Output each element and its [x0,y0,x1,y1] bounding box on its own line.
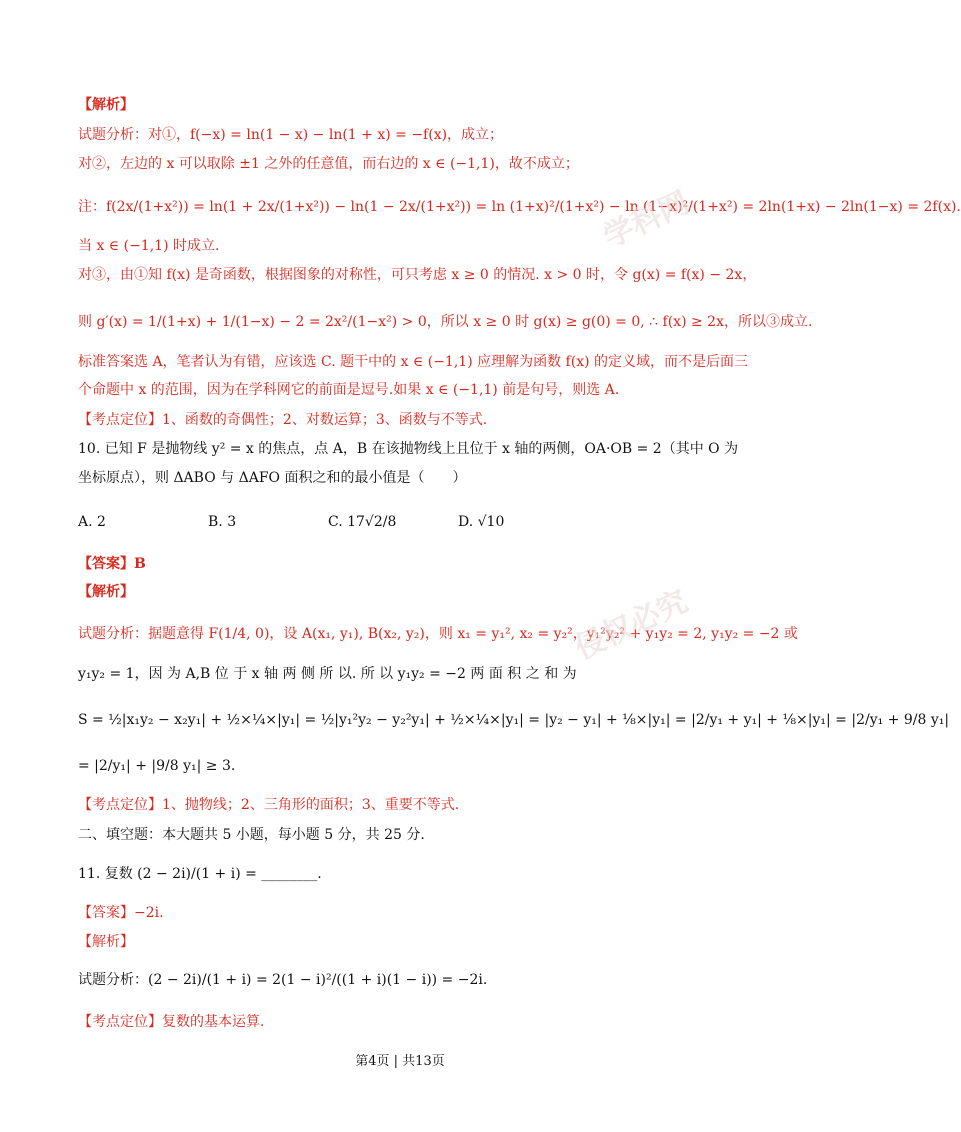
text-line: = |2/y₁| + |9/8 y₁| ≥ 3. [78,758,236,774]
text-line: 试题分析：(2 − 2i)/(1 + i) = 2(1 − i)²/((1 + i)(1 − i)) = −2i. [78,972,488,988]
answer-options [78,510,738,540]
text-line: 【考点定位】复数的基本运算. [78,1014,265,1030]
option-b: B. 3 [208,514,237,530]
option-c: C. 17√2/8 [328,514,397,530]
text-line: 试题分析：对①，f(−x) = ln(1 − x) − ln(1 + x) = −f(x)，成立； [78,127,504,143]
text-line: 【考点定位】1、抛物线；2、三角形的面积；3、重要不等式. [78,797,460,813]
text-line: 【解析】 [78,97,134,113]
text-line: 当 x ∈ (−1,1) 时成立. [78,238,220,254]
text-line: 则 g′(x) = 1/(1+x) + 1/(1−x) − 2 = 2x²/(1−x²) > 0，所以 x ≥ 0 时 g(x) ≥ g(0) = 0, ∴ f(x) ≥ 2x，所以③成立. [78,314,813,330]
page-footer: 第4页 | 共13页 [355,1054,445,1069]
text-line: 坐标原点），则 ΔABO 与 ΔAFO 面积之和的最小值是（ ） [78,470,467,486]
text-line: 试题分析：据题意得 F(1/4, 0)，设 A(x₁, y₁), B(x₂, y₂)，则 x₁ = y₁², x₂ = y₂²，y₁²y₂² + y₁y₂ = 2, y₁y₂ = −2 或 [78,626,798,642]
text-line: 对②，左边的 x 可以取除 ±1 之外的任意值，而右边的 x ∈ (−1,1)，故不成立； [78,156,579,172]
text-line: 10. 已知 F 是抛物线 y² = x 的焦点，点 A，B 在该抛物线上且位于 x 轴的两侧，OA·OB = 2（其中 O 为 [78,441,739,457]
text-line: 【考点定位】1、函数的奇偶性；2、对数运算；3、函数与不等式. [78,412,488,428]
option-a: A. 2 [78,514,106,530]
text-line: 【答案】B [78,556,146,572]
text-line: 【答案】−2i. [78,905,164,921]
watermark: 学科网 [598,185,695,256]
text-line: 对③，由①知 f(x) 是奇函数，根据图象的对称性，可只考虑 x ≥ 0 的情况. x > 0 时，令 g(x) = f(x) − 2x， [78,267,757,283]
text-line: 【解析】 [78,934,134,950]
text-line: 注：f(2x/(1+x²)) = ln(1 + 2x/(1+x²)) − ln(1 − 2x/(1+x²)) = ln (1+x)²/(1+x²) − ln (1−x)²/(1+x²) = 2ln(1+x) − 2ln(1−x) = 2f(x). [78,199,961,215]
text-line: 标准答案选 A，笔者认为有错，应该选 C. 题干中的 x ∈ (−1,1) 应理解为函数 f(x) 的定义域，而不是后面三 [78,354,749,370]
text-line: 个命题中 x 的范围，因为在学科网它的前面是逗号.如果 x ∈ (−1,1) 前是句号，则选 A. [78,382,620,398]
text-line: y₁y₂ = 1，因 为 A,B 位 于 x 轴 两 侧 所 以. 所 以 y₁y₂ = −2 两 面 积 之 和 为 [78,666,577,682]
option-d: D. √10 [458,514,505,530]
text-line: 【解析】 [78,584,134,600]
text-line: 二、填空题：本大题共 5 小题，每小题 5 分，共 25 分. [78,827,425,843]
text-line: 11. 复数 (2 − 2i)/(1 + i) = ________. [78,866,322,882]
watermark: 侵权必究 [569,583,694,667]
text-line: S = ½|x₁y₂ − x₂y₁| + ½×¼×|y₁| = ½|y₁²y₂ − y₂²y₁| + ½×¼×|y₁| = |y₂ − y₁| + ⅛×|y₁| = |2/y₁ + y₁| + ⅛×|y₁| = |2/y₁ + 9/8 y₁| [78,712,950,728]
